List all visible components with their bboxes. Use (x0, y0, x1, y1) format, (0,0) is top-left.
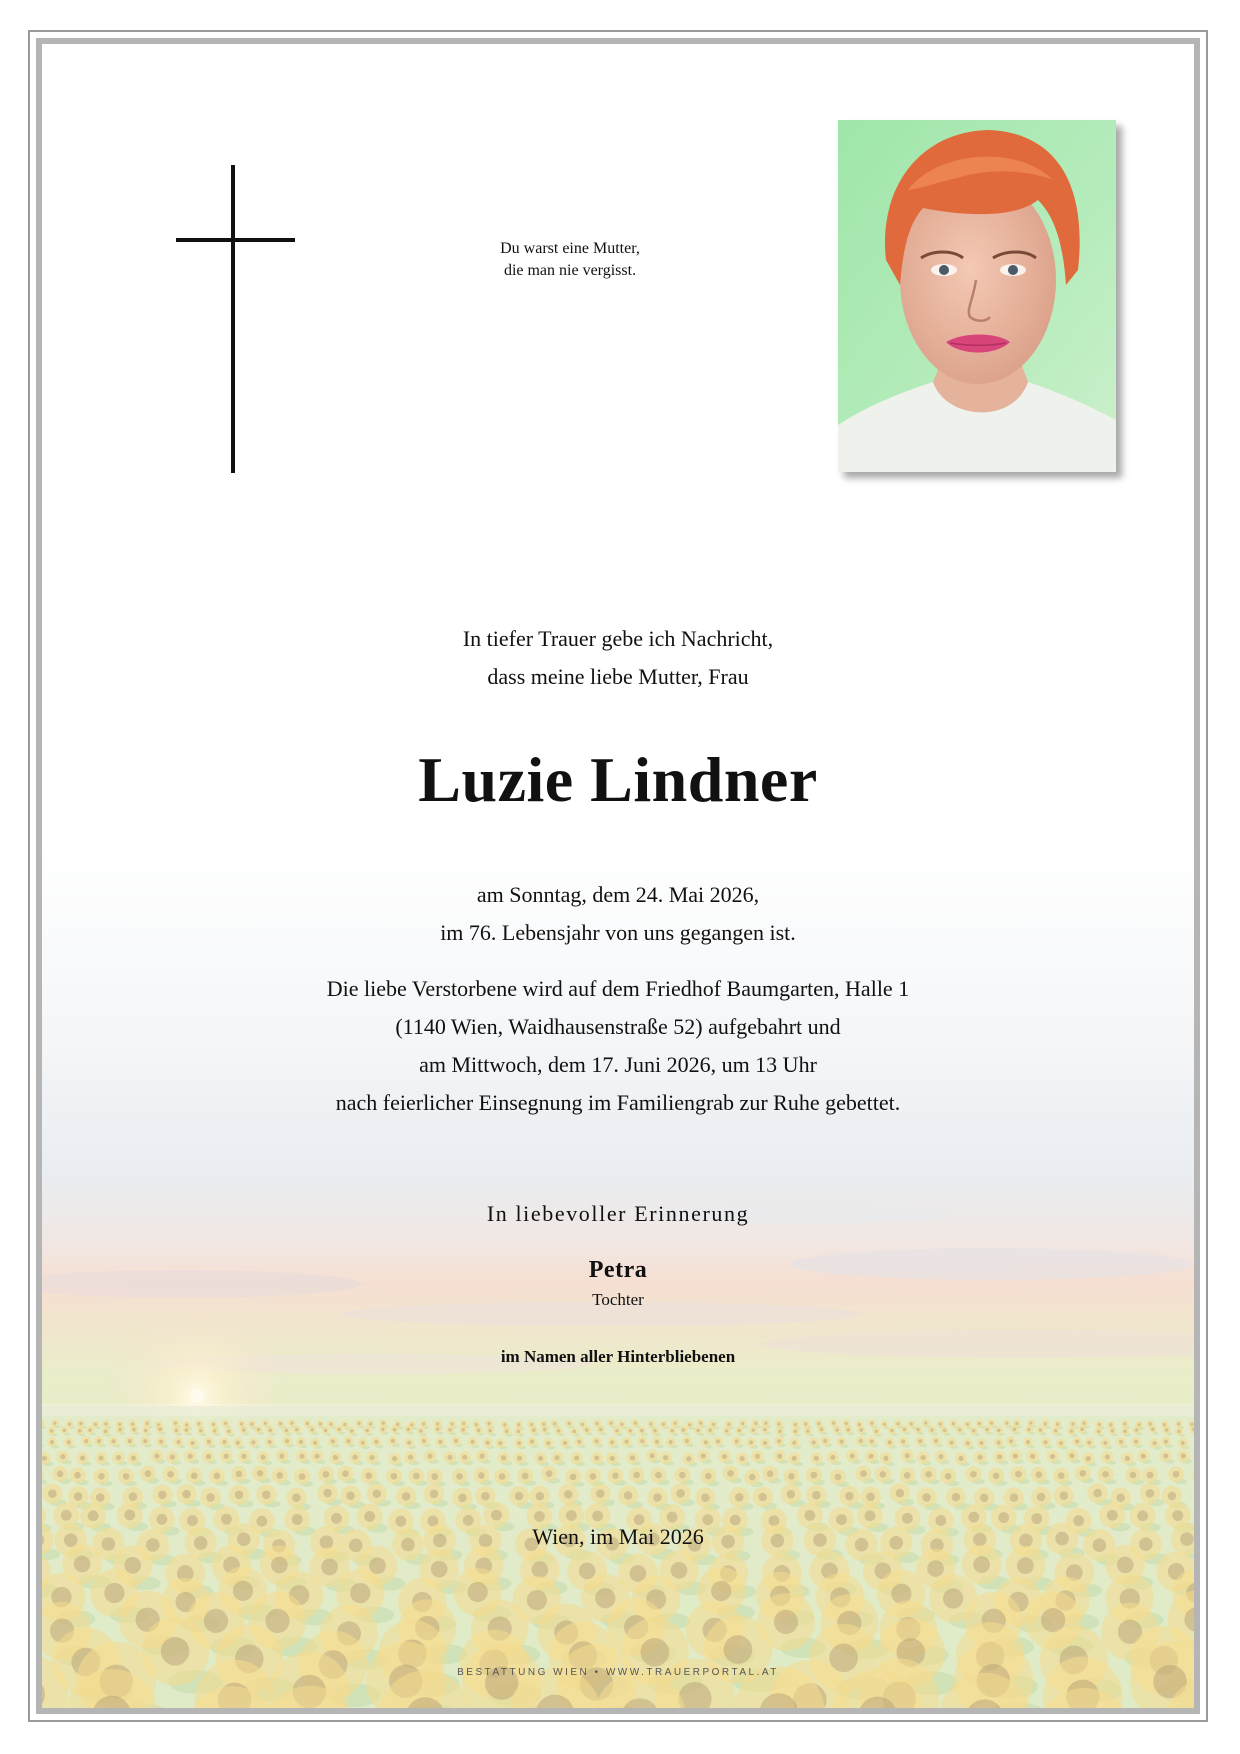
intro-line-2: dass meine liebe Mutter, Frau (487, 664, 749, 689)
survivor-name: Petra (588, 1257, 648, 1283)
portrait-photo (838, 120, 1116, 472)
funeral-details (42, 970, 1194, 1122)
latin-cross-icon (176, 165, 296, 473)
footer-company: BESTATTUNG WIEN (457, 1667, 590, 1678)
place-and-date: Wien, im Mai 2026 (532, 1524, 704, 1549)
announcement-intro (42, 620, 1194, 696)
deceased-name: Luzie Lindner (418, 744, 818, 815)
on-behalf-note: im Namen aller Hinterbliebenen (500, 1347, 736, 1366)
footer-website[interactable]: WWW.TRAUERPORTAL.AT (605, 1667, 779, 1678)
footer-credit (42, 1666, 1194, 1680)
funeral-line-2: (1140 Wien, Waidhausenstraße 52) aufgebahrt und (395, 1014, 841, 1039)
death-line-1: am Sonntag, dem 24. Mai 2026, (476, 882, 760, 907)
motto-line-1: Du warst eine Mutter, (500, 240, 640, 257)
funeral-line-1: Die liebe Verstorbene wird auf dem Friedhof Baumgarten, Halle 1 (326, 976, 910, 1001)
funeral-line-4: nach feierlicher Einsegnung im Familiengrab zur Ruhe gebettet. (335, 1090, 901, 1115)
intro-line-1: In tiefer Trauer gebe ich Nachricht, (462, 626, 774, 651)
funeral-line-3: am Mittwoch, dem 17. Juni 2026, um 13 Uhr (419, 1052, 817, 1077)
footer-separator: • (594, 1667, 601, 1678)
survivor-relation: Tochter (592, 1290, 644, 1309)
motto-verse (420, 238, 720, 282)
remembrance-heading: In liebevoller Erinnerung (486, 1201, 750, 1226)
death-line-2: im 76. Lebensjahr von uns gegangen ist. (440, 920, 796, 945)
death-details (42, 876, 1194, 952)
motto-line-2: die man nie vergisst. (503, 262, 637, 279)
